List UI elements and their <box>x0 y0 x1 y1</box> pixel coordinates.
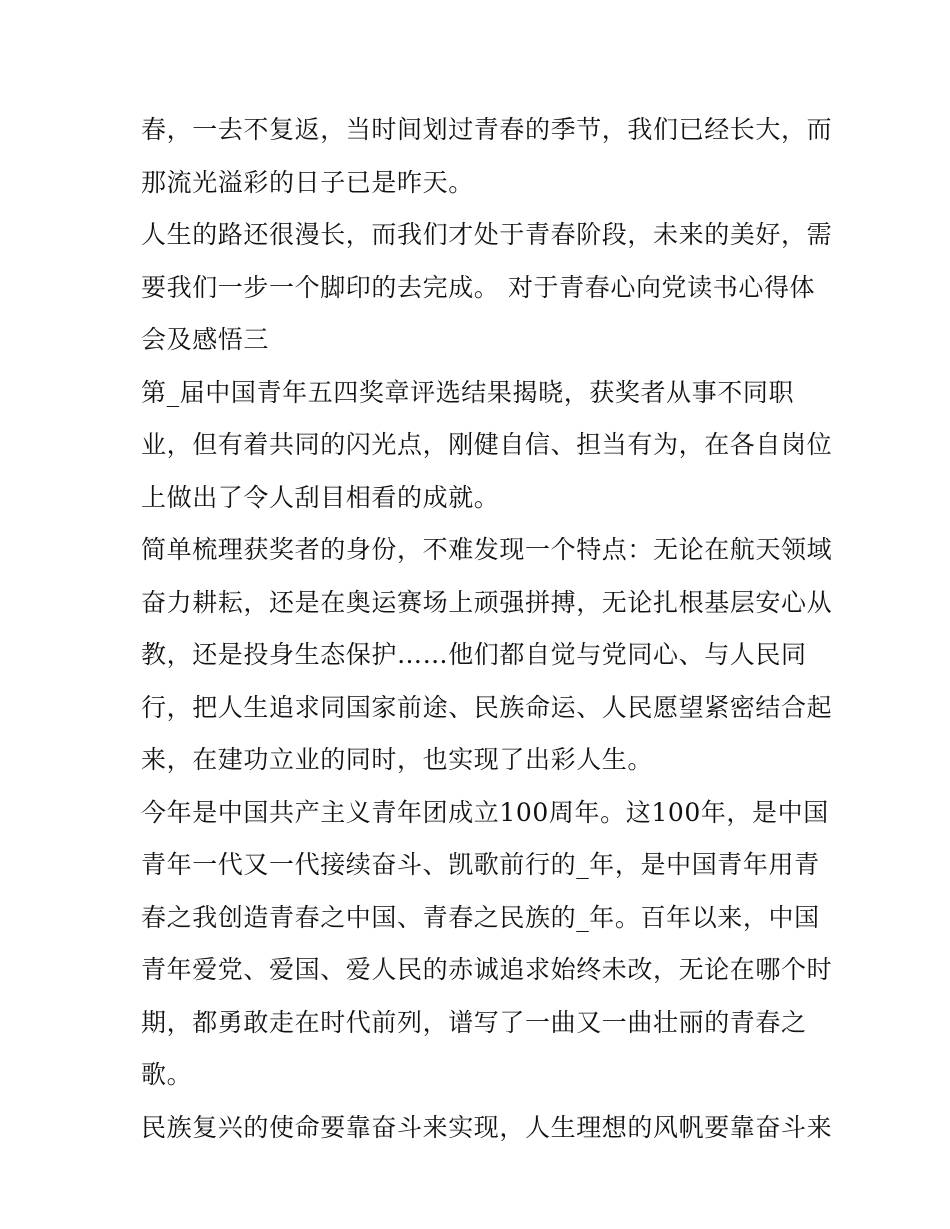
paragraph-5 <box>141 787 833 1102</box>
paragraph-2 <box>141 209 833 367</box>
text-line: 业，但有着共同的闪光点，刚健自信、担当有为，在各自岗位 <box>141 430 833 459</box>
text-line: 奋力耕耘，还是在奥运赛场上顽强拼搏，无论扎根基层安心从 <box>141 587 833 617</box>
text-line: 今年是中国共产主义青年团成立100周年。这100年，是中国 <box>141 797 829 827</box>
text-line: 春，一去不复返，当时间划过青春的季节，我们已经长大，而 <box>141 115 833 144</box>
document-body <box>141 104 833 1154</box>
text-line: 民族复兴的使命要靠奋斗来实现，人生理想的风帆要靠奋斗来 <box>141 1112 833 1142</box>
paragraph-6 <box>141 1102 833 1155</box>
paragraph-4 <box>141 524 833 787</box>
text-line: 期，都勇敢走在时代前列，谱写了一曲又一曲壮丽的青春之 <box>141 1007 807 1037</box>
text-line: 上做出了令人刮目相看的成就。 <box>141 482 500 512</box>
text-line: 人生的路还很漫长，而我们才处于青春阶段，未来的美好，需 <box>141 220 833 249</box>
text-line: 青年爱党、爱国、爱人民的赤诚追求始终未改，无论在哪个时 <box>141 955 833 984</box>
text-line: 行，把人生追求同国家前途、民族命运、人民愿望紧密结合起 <box>141 692 833 722</box>
text-line: 教，还是投身生态保护……他们都自觉与党同心、与人民同 <box>141 640 807 669</box>
paragraph-3 <box>141 367 833 525</box>
text-line: 会及感悟三 <box>141 325 270 354</box>
paragraph-1 <box>141 104 833 209</box>
text-line: 简单梳理获奖者的身份，不难发现一个特点：无论在航天领域 <box>141 535 833 564</box>
text-line: 来，在建功立业的同时，也实现了出彩人生。 <box>141 745 654 774</box>
text-line: 青年一代又一代接续奋斗、凯歌前行的_年，是中国青年用青 <box>141 850 820 879</box>
text-line: 要我们一步一个脚印的去完成。 对于青春心向党读书心得体 <box>141 272 816 302</box>
text-line: 春之我创造青春之中国、青春之民族的_年。百年以来，中国 <box>141 902 820 932</box>
text-line: 歌。 <box>141 1060 193 1089</box>
text-line: 第_届中国青年五四奖章评选结果揭晓，获奖者从事不同职 <box>141 377 795 407</box>
text-line: 那流光溢彩的日子已是昨天。 <box>141 167 474 197</box>
